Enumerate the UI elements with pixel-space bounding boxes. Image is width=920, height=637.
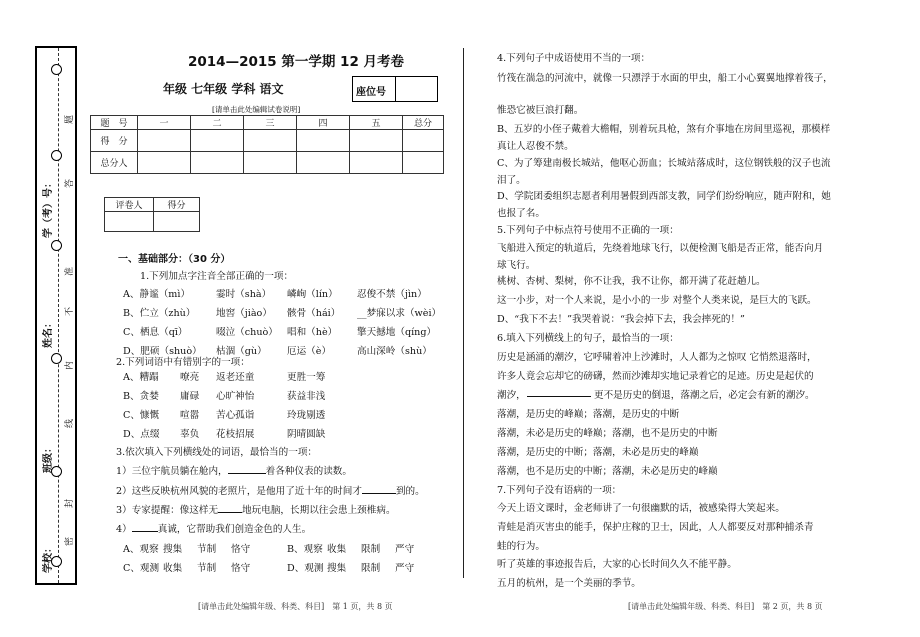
q3-option: 恪守 <box>231 544 251 555</box>
score-cell[interactable] <box>350 130 403 152</box>
right-q5-lines-0: 飞船进入预定的轨道后，先绕着地球飞行，以便检测飞船是否正常，能否向月球飞行。 <box>497 243 824 271</box>
edit-note[interactable]: [请单击此处编辑试卷说明] <box>212 105 301 114</box>
seal-mark: 封 <box>65 498 75 508</box>
q1-option: 高山深岭（shù） <box>357 346 432 357</box>
score-row-label: 总分人 <box>91 152 138 174</box>
score-header-cell: 总分 <box>403 116 444 130</box>
student-id-label: 学（考）号： <box>43 178 54 238</box>
q3-option: A、观察 <box>123 544 159 555</box>
q3-item-text: 1）三位宇航员躺在舱内， <box>116 466 228 477</box>
q3-item <box>116 483 425 497</box>
seal-mark: 答 <box>65 178 75 188</box>
right-q6-lines-1: 许多人竟会忘却它的磅礴，然而沙滩却实地记录着它的足迹。历史是起伏的 <box>497 371 814 382</box>
exam-title: 2014—2015 第一学期 12 月考卷 <box>188 54 405 70</box>
right-q7-stem: 7.下列句子没有语病的一项： <box>497 485 622 496</box>
q1-option: 霎时（shà） <box>216 289 272 300</box>
q2-option: 玲珑剔透 <box>287 410 326 421</box>
score-header-cell: 四 <box>297 116 350 130</box>
seal-mark: 线 <box>65 418 75 428</box>
fill-blank[interactable] <box>228 464 266 474</box>
q2-option: 辜负 <box>180 429 200 440</box>
score-cell[interactable] <box>403 130 444 152</box>
fill-blank[interactable] <box>362 484 396 494</box>
score-header-cell: 二 <box>191 116 244 130</box>
right-q5-stem: 5.下列句子中标点符号使用不正确的一项： <box>497 225 679 236</box>
binding-hole-icon <box>51 353 62 364</box>
q1-option: D、肥硕（shuò） <box>123 346 202 357</box>
q1-option: 忍俊不禁（jìn） <box>357 289 427 300</box>
right-q6-lines-2: 潮汐， <box>497 390 526 401</box>
fill-blank[interactable] <box>218 503 242 513</box>
right-q4-lines-2: B、五岁的小侄子戴着大檐帽，别着玩具枪，煞有介事地在房间里巡视，那模样真让人忍俊不禁。 <box>497 124 831 152</box>
grader-cell[interactable] <box>105 212 154 232</box>
score-cell[interactable] <box>191 152 244 174</box>
binding-hole-icon <box>51 64 62 75</box>
binding-dashed-line <box>58 48 59 583</box>
binding-hole-icon <box>51 150 62 161</box>
seal-mark: 不 <box>65 306 75 316</box>
score-cell[interactable] <box>297 130 350 152</box>
q2-option: 返老还童 <box>216 372 255 383</box>
footer-right[interactable]: [请单击此处编辑年级、科类、科目] 第 2 页，共 8 页 <box>628 602 823 611</box>
q3-item <box>116 463 352 477</box>
q3-option: 恪守 <box>231 563 251 574</box>
right-q6-lines-6: 落潮，是历史的中断；落潮，未必是历史的峰巅 <box>497 447 699 458</box>
right-q4-lines-4: D、学院团委组织志愿者利用暑假到西部支教，同学们纷纷响应，随声附和，她也报了名。 <box>497 191 831 219</box>
q2-option: D、点缀 <box>123 429 160 440</box>
q1-option: C、栖息（qī） <box>123 327 188 338</box>
q1-option: 唱和（hè） <box>287 327 338 338</box>
q1-option: 枯涸（gù） <box>216 346 267 357</box>
right-q6-lines-4: 落潮，是历史的峰巅；落潮，是历史的中断 <box>497 409 680 420</box>
score-cell[interactable] <box>297 152 350 174</box>
q2-option: C、慷慨 <box>123 410 160 421</box>
q2-option: B、贪婪 <box>123 391 159 402</box>
page-divider <box>463 48 464 578</box>
footer-left[interactable]: [请单击此处编辑年级、科类、科目] 第 1 页，共 8 页 <box>198 602 393 611</box>
right-q7-lines-4: 五月的杭州，是一个美丽的季节。 <box>497 578 641 589</box>
seat-number-label: 座位号 <box>356 87 386 98</box>
score-header-cell: 五 <box>350 116 403 130</box>
binding-hole-icon <box>51 240 62 251</box>
q3-item-text: 4） <box>116 524 132 535</box>
score-header-cell: 一 <box>138 116 191 130</box>
q3-stem: 3.依次填入下列横线处的词语，最恰当的一项： <box>116 447 318 458</box>
right-q7-lines-3: 听了英雄的事迹报告后，大家的心长时间久久不能平静。 <box>497 559 737 570</box>
q1-option: 擎天撼地（qíng） <box>357 327 437 338</box>
binding-strip <box>35 46 77 585</box>
name-label: 姓名： <box>43 318 54 348</box>
right-q4-stem: 4.下列句子中成语使用不当的一项： <box>497 53 651 64</box>
q3-item-text: 2）这些反映杭州风貌的老照片，是他用了近十年的时间才 <box>116 486 362 497</box>
q2-option: 花枝招展 <box>216 429 255 440</box>
q1-option: B、伫立（zhù） <box>123 308 196 319</box>
q3-option: 搜集 <box>163 544 183 555</box>
q1-option: __梦寐以求（wèi） <box>357 308 442 319</box>
seat-divider <box>395 77 396 101</box>
q3-option: 限制 <box>361 544 381 555</box>
right-q7-lines-0: 今天上语文课时，金老师讲了一句很幽默的话，被感染得大笑起来。 <box>497 503 785 514</box>
q1-option: A、静谧（mì） <box>123 289 191 300</box>
q2-option: 庸碌 <box>180 391 200 402</box>
q1-option: 嶙峋（lín） <box>287 289 338 300</box>
score-cell[interactable] <box>138 152 191 174</box>
q2-stem: 2.下列词语中有错别字的一项： <box>116 357 250 368</box>
score-header-cell: 三 <box>244 116 297 130</box>
seal-mark: 题 <box>65 114 75 124</box>
q1-option: 骸骨（hái） <box>287 308 341 319</box>
q3-option: D、观测 <box>287 563 324 574</box>
q2-option: 阴晴圆缺 <box>287 429 326 440</box>
right-q5-lines-2: 这一小步，对一个人来说，是小小的一步 对整个人类来说，是巨大的飞跃。 <box>497 295 817 306</box>
q3-option: 限制 <box>361 563 381 574</box>
q3-item-text: 到的。 <box>395 486 425 497</box>
seal-mark: 准 <box>65 266 75 276</box>
grader-cell[interactable] <box>154 212 200 232</box>
q3-option: 搜集 <box>327 563 347 574</box>
q3-option: 严守 <box>395 544 415 555</box>
fill-blank[interactable] <box>527 387 591 397</box>
q3-option: 严守 <box>395 563 415 574</box>
q1-stem: 1.下列加点字注音全部正确的一项： <box>140 271 294 282</box>
right-q6-lines-7: 落潮，也不是历史的中断；落潮，未必是历史的峰巅 <box>497 466 718 477</box>
q3-item <box>116 521 311 535</box>
q2-option: 嘹亮 <box>180 372 200 383</box>
q3-option: B、观察 <box>287 544 323 555</box>
q3-item-text: 真诚，它帮助我们创造金色的人生。 <box>157 524 312 535</box>
school-label: 学校： <box>43 543 54 573</box>
q3-option: 节制 <box>197 563 217 574</box>
score-cell[interactable] <box>244 130 297 152</box>
q3-option: 收集 <box>163 563 183 574</box>
q1-option: 厄运（è） <box>287 346 332 357</box>
right-q5-lines-3: D、“我下不去！”我哭着说：“我会掉下去，我会摔死的！” <box>497 314 745 325</box>
seat-number-box[interactable] <box>352 76 438 102</box>
q2-option: 更胜一筹 <box>287 372 326 383</box>
q2-option: 心旷神怡 <box>216 391 255 402</box>
score-row-label: 得 分 <box>91 130 138 152</box>
q1-option: 地窖（jiào） <box>216 308 272 319</box>
score-header-cell: 题 号 <box>91 116 138 130</box>
q2-option: 获益非浅 <box>287 391 326 402</box>
score-table <box>90 115 444 174</box>
seal-mark: 密 <box>65 536 75 546</box>
grade-subject-line: 年级 七年级 学科 语文 <box>163 82 284 96</box>
seal-mark: 内 <box>65 360 75 370</box>
right-q6-lines-0: 历史是涵涌的潮汐，它呼啸着冲上沙滩时，人人都为之惊叹 它悄然退落时， <box>497 352 817 363</box>
score-cell[interactable] <box>191 130 244 152</box>
right-q6-stem: 6.填入下列横线上的句子，最恰当的一项： <box>497 333 679 344</box>
q3-item <box>116 502 396 516</box>
right-q6-lines-5: 落潮，未必是历史的峰巅；落潮，也不是历史的中断 <box>497 428 718 439</box>
q2-option: A、糟蹋 <box>123 372 159 383</box>
right-q4-lines-3: C、为了筹建南极长城站，他呕心沥血；长城站落成时，这位钢铁般的汉子也流泪了。 <box>497 158 831 186</box>
q2-option: 喧嚣 <box>180 410 200 421</box>
right-q4-lines-1: 惟恐它被巨浪打翻。 <box>497 105 584 116</box>
score-cell[interactable] <box>244 152 297 174</box>
q3-option: 节制 <box>197 544 217 555</box>
right-q7-lines-1: 青蛙是消灭害虫的能手，保护庄稼的卫士，因此，人人都要反对那种捕杀青 <box>497 522 814 533</box>
grader-table <box>104 197 200 232</box>
q1-option: 啜泣（chuò） <box>216 327 278 338</box>
q3-option: C、观测 <box>123 563 160 574</box>
right-q5-lines-1: 桃树、杏树、梨树，你不让我，我不让你，都开满了花赶趟儿。 <box>497 276 766 287</box>
grader-header: 评卷人 <box>105 198 154 212</box>
score-cell[interactable] <box>138 130 191 152</box>
score-cell[interactable] <box>350 152 403 174</box>
class-label: 班级： <box>43 443 54 473</box>
section-heading: 一、基础部分：（30 分） <box>118 254 231 265</box>
right-q6-lines-3: 更不是历史的倒退，落潮之后，必定会有新的潮汐。 <box>594 390 815 401</box>
q3-item-text: 着各种仪表的读数。 <box>265 466 352 477</box>
fill-blank[interactable] <box>132 522 158 532</box>
q3-option: 收集 <box>327 544 347 555</box>
q2-option: 苦心孤诣 <box>216 410 255 421</box>
score-cell[interactable] <box>403 152 444 174</box>
right-q4-lines-0: 竹筏在湍急的河流中，就像一只漂浮于水面的甲虫，船工小心翼翼地撑着筏子， <box>497 73 833 84</box>
right-q7-lines-2: 蛙的行为。 <box>497 541 545 552</box>
grader-header: 得分 <box>154 198 200 212</box>
q3-item-text: 3）专家提醒：像这样无 <box>116 505 219 516</box>
q3-item-text: 地玩电脑，长期以往会患上颈椎病。 <box>242 505 396 516</box>
